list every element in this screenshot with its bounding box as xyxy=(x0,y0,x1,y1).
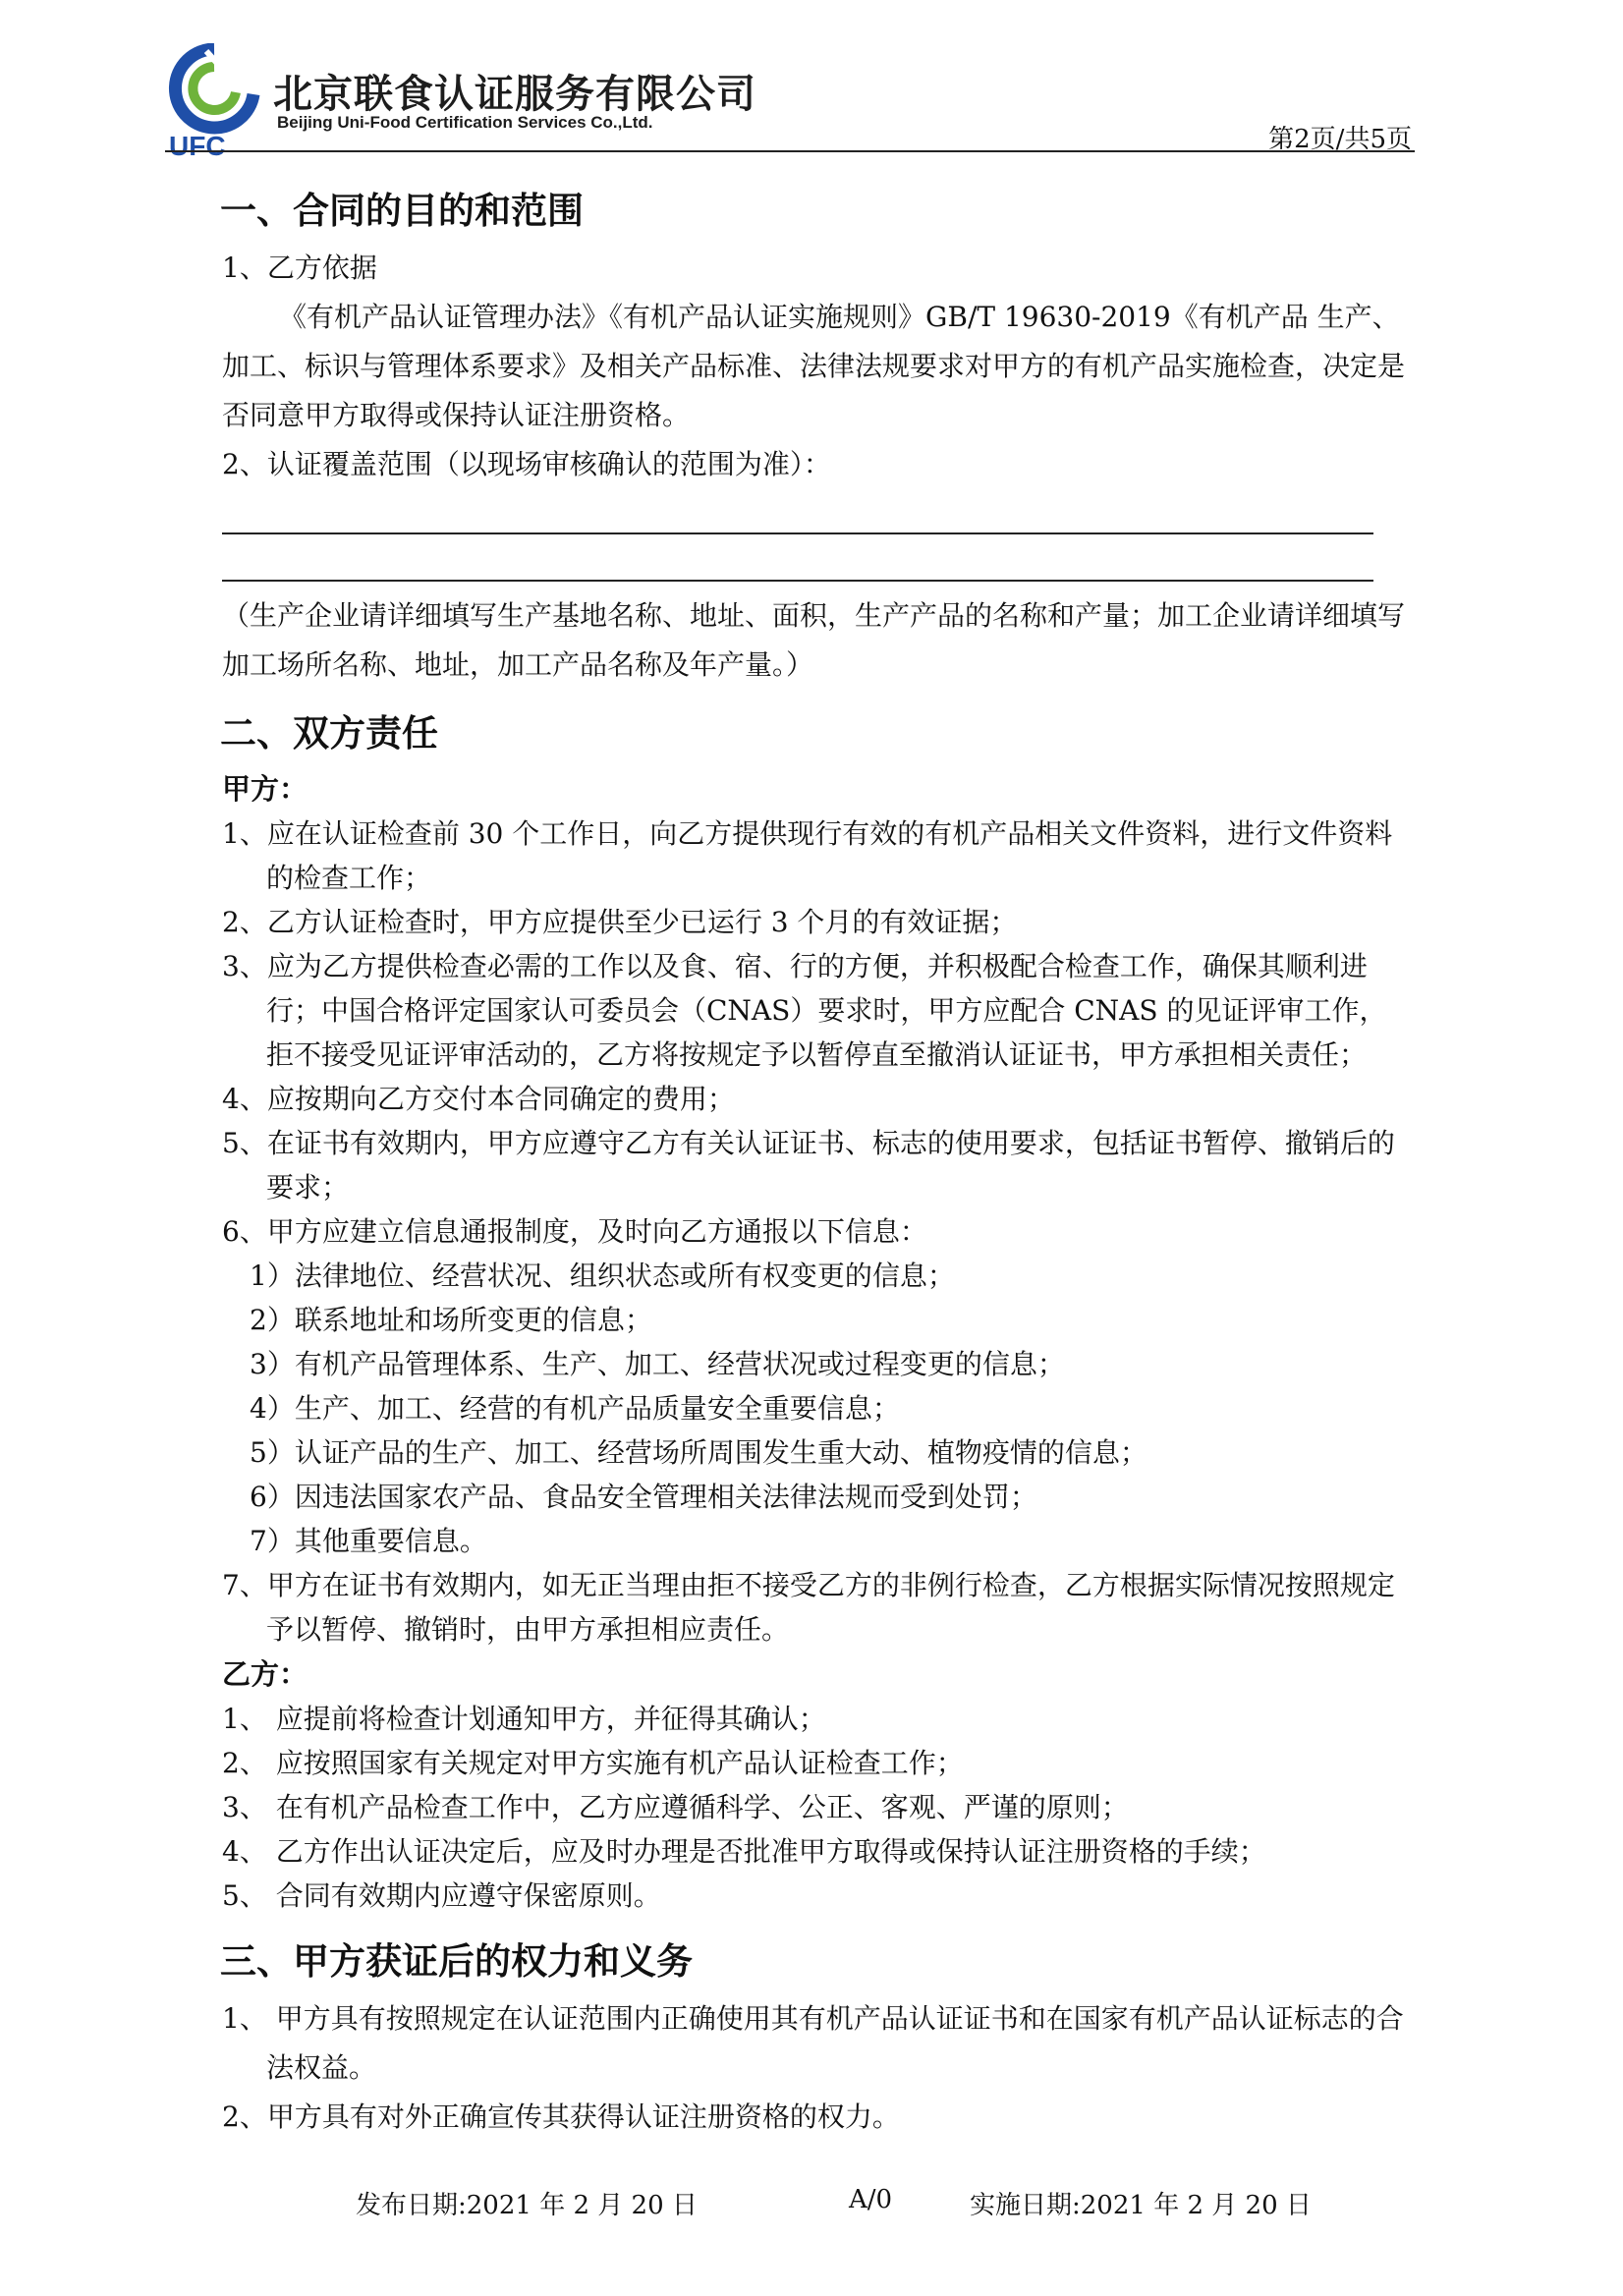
header-divider xyxy=(165,150,1415,152)
party-a-item: 2、乙方认证检查时，甲方应提供至少已运行 3 个月的有效证据； xyxy=(222,906,1018,938)
party-a-item: 1、应在认证检查前 30 个工作日，向乙方提供现行有效的有机产品相关文件资料，进行文件资料的检查工作； xyxy=(222,817,1393,894)
section3-item: 1、 甲方具有按照规定在认证范围内正确使用其有机产品认证证书和在国家有机产品认证标志的合法权益。 xyxy=(222,2002,1404,2084)
fill-in-line[interactable] xyxy=(222,580,1373,582)
ufc-logo-icon xyxy=(167,43,260,159)
party-a-item: 3、应为乙方提供检查必需的工作以及食、宿、行的方便，并积极配合检查工作，确保其顺利进行；中国合格评定国家认可委员会（CNAS）要求时，甲方应配合 CNAS 的见证评审工作，拒不接受见证评审活动的，乙方将按规定予以暂停直至撤消认证证书，甲方承担相关责任； xyxy=(222,950,1387,1071)
party-b-label: 乙方： xyxy=(222,1657,308,1691)
section1-item1-label: 1、乙方依据 xyxy=(222,252,377,284)
party-b-item: 4、 乙方作出认证决定后，应及时办理是否批准甲方取得或保持认证注册资格的手续； xyxy=(222,1835,1266,1868)
section1-title: 一、合同的目的和范围 xyxy=(220,189,584,232)
section1-item1-body: 《有机产品认证管理办法》《有机产品认证实施规则》GB/T 19630-2019《有机产品 生产、加工、标识与管理体系要求》及相关产品标准、法律法规要求对甲方的有机产品实施检查，决定是否同意甲方取得或保持认证注册资格。 xyxy=(222,301,1406,431)
section1-item2-label: 2、认证覆盖范围（以现场审核确认的范围为准）： xyxy=(222,448,831,480)
party-a-subitem: 5）认证产品的生产、加工、经营场所周围发生重大动、植物疫情的信息； xyxy=(250,1436,1147,1469)
party-a-subitem: 3）有机产品管理体系、生产、加工、经营状况或过程变更的信息； xyxy=(250,1348,1065,1380)
party-a-subitem: 7）其他重要信息。 xyxy=(250,1525,487,1557)
party-a-item: 6、甲方应建立信息通报制度，及时向乙方通报以下信息： xyxy=(222,1215,927,1248)
party-a-item: 4、应按期向乙方交付本合同确定的费用； xyxy=(222,1083,735,1115)
party-b-item: 5、 合同有效期内应遵守保密原则。 xyxy=(222,1879,661,1912)
party-b-item: 2、 应按照国家有关规定对甲方实施有机产品认证检查工作； xyxy=(222,1747,964,1779)
party-a-label: 甲方： xyxy=(222,772,308,806)
company-name-en: Beijing Uni-Food Certification Services Co.,Ltd. xyxy=(277,113,653,132)
page-indicator: 第2页/共5页 xyxy=(1268,125,1412,154)
party-b-item: 1、 应提前将检查计划通知甲方，并征得其确认； xyxy=(222,1703,826,1735)
party-a-subitem: 1）法律地位、经营状况、组织状态或所有权变更的信息； xyxy=(250,1260,955,1292)
party-a-item: 7、甲方在证书有效期内，如无正当理由拒不接受乙方的非例行检查，乙方根据实际情况按照规定予以暂停、撤销时，由甲方承担相应责任。 xyxy=(222,1569,1395,1646)
section3-item: 2、甲方具有对外正确宣传其获得认证注册资格的权力。 xyxy=(222,2100,900,2133)
party-b-item: 3、 在有机产品检查工作中，乙方应遵循科学、公正、客观、严谨的原则； xyxy=(222,1791,1129,1823)
effective-date: 实施日期:2021 年 2 月 20 日 xyxy=(970,2191,1312,2220)
party-a-subitem: 6）因违法国家农产品、食品安全管理相关法律法规而受到处罚； xyxy=(250,1481,1037,1513)
document-body xyxy=(222,173,1411,2142)
section3-title: 三、甲方获证后的权力和义务 xyxy=(220,1939,693,1983)
logo-text: UFC xyxy=(169,131,226,159)
section2-title: 二、双方责任 xyxy=(220,711,438,755)
release-date: 发布日期:2021 年 2 月 20 日 xyxy=(356,2191,698,2220)
company-name-cn: 北京联食认证服务有限公司 xyxy=(273,72,756,117)
version-label: A/0 xyxy=(849,2185,893,2214)
party-a-subitem: 4）生产、加工、经营的有机产品质量安全重要信息； xyxy=(250,1392,900,1425)
fill-in-line[interactable] xyxy=(222,532,1373,534)
section1-note: （生产企业请详细填写生产基地名称、地址、面积，生产产品的名称和产量；加工企业请详细填写加工场所名称、地址，加工产品名称及年产量。） xyxy=(222,599,1406,681)
party-a-item: 5、在证书有效期内，甲方应遵守乙方有关认证证书、标志的使用要求，包括证书暂停、撤销后的要求； xyxy=(222,1127,1395,1204)
party-a-subitem: 2）联系地址和场所变更的信息； xyxy=(250,1304,652,1336)
